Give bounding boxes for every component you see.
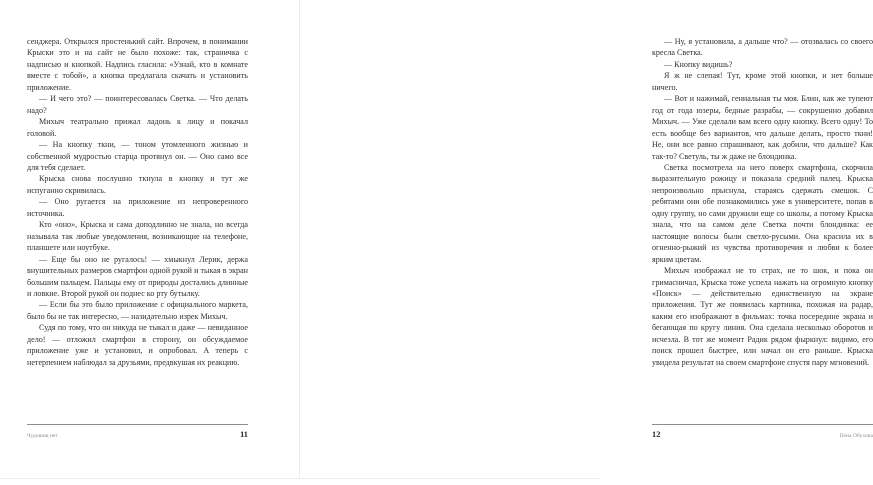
paragraph: сенджера. Открылся простенький сайт. Впрочем, в понимании Крыски это и на сайт не было похоже: так, страничка с надписью и кнопкой. Надпись гласила: «Узнай, кто в комнате вместе с тобой», а кнопка предлагала скачать и установить приложение. — [27, 37, 248, 92]
page-number: 12 — [652, 430, 661, 439]
paragraph: — Кнопку видишь? — [664, 59, 733, 69]
right-page-body — [652, 36, 873, 368]
paragraph: Михыч театрально прижал ладонь к лицу и покачал головой. — [27, 117, 248, 138]
footer-divider — [652, 424, 873, 425]
paragraph: — Вот и нажимай, гениальная ты моя. Блин, как же тупеют год от года юзеры, бедные разрабы, — сокрушенно добавил Михыч. — Уже сделали вам всего одну кнопку. Всего одну! То есть вообще без вариантов, что дальше делать, просто ткни! Не, они все равно спрашивают, как добили, что дальше? Как так-то? Светуль, ты ж даже не блондинка. — [652, 94, 873, 161]
paragraph: Михыч изображал не то страх, не то шок, и пока он гримасничал, Крыска тоже успела нажать на огромную кнопку «Поиск» — действительно единственную на экране приложения. Тут же появилась картинка, похожая на радар, каким его изображают в фильмах: точка посередине экрана и бегающая по кругу линия. Она сделала несколько оборотов и исчезла. В тот же момент Радик рядом фыркнул: видимо, его поиск прошел быстрее, или начал он его раньше. Крыска увидела результат на своем смартфоне спустя пару мгновений. — [652, 266, 873, 367]
running-head-author: Пена Обухова — [839, 433, 873, 439]
footer-row — [652, 430, 873, 439]
paragraph: — На кнопку ткни, — тоном утомленного жизнью и собственной мудростью старца протянул он. — Оно само все для тебя сделает. — [27, 140, 248, 172]
paragraph: Светка посмотрела на него поверх смартфона, скорчила выразительную рожицу и показала средний палец. Крыска непроизвольно прыснула, стараясь сдержать смешок. С ребятами они обе познакомились уже в университете, попав в одну группу, но сами дружили еще со школы, а потому Крыска знала, что на самом деле Светка почти блондинка: ее настоящие волосы были светло-русыми. Она красила их в огненно-рыжий из чувства противоречия и любви к более ярким цветам. — [652, 162, 873, 264]
paragraph: — Ну, я установила, а дальше что? — отозвалась со своего кресла Светка. — [652, 37, 873, 58]
page-right — [300, 0, 873, 478]
footer-divider — [27, 424, 248, 425]
page-number: 11 — [240, 430, 248, 439]
page-left — [0, 0, 300, 478]
running-head-title: Чудовищ нет — [27, 433, 58, 439]
right-page-footer — [652, 424, 873, 444]
left-page-footer — [27, 424, 248, 444]
paragraph: — Оно ругается на приложение из непроверенного источника. — [27, 197, 248, 218]
paragraph: Кто «оно», Крыска и сама доподлинно не знала, но всегда называла так любые уведомления, возникающие на телефоне, планшете или ноутбуке. — [27, 220, 248, 253]
paragraph: — Если бы это было приложение с официального маркета, было бы не так интересно, — назидательно изрек Михыч. — [27, 300, 248, 321]
footer-row — [27, 430, 248, 439]
paragraph: Крыска снова послушно ткнула в кнопку и тут же испуганно скривилась. — [27, 174, 248, 195]
paragraph: — Еще бы оно не ругалось! — хмыкнул Лерик, держа внушительных размеров смартфон одной рукой и тыкая в экран большим пальцем. Пальцы ему от природы достались длинные и ловкие. Второй рукой он поднес ко рту бутылку. — [27, 254, 248, 298]
page-bottom-edge — [0, 478, 600, 479]
left-page-body — [27, 36, 248, 368]
paragraph: Я ж не слепая! Тут, кроме этой кнопки, и нет больше ничего. — [652, 71, 873, 92]
paragraph: — И чего это? — поинтересовалась Светка. — Что делать надо? — [27, 94, 248, 115]
paragraph: Судя по тому, что он никуда не тыкал и даже — невиданное дело! — отложил смартфон в сторону, он обсуждаемое приложение уже и установил, и опробовал. А теперь с нетерпением наблюдал за друзьями, предвкушая их реакцию. — [27, 323, 248, 367]
